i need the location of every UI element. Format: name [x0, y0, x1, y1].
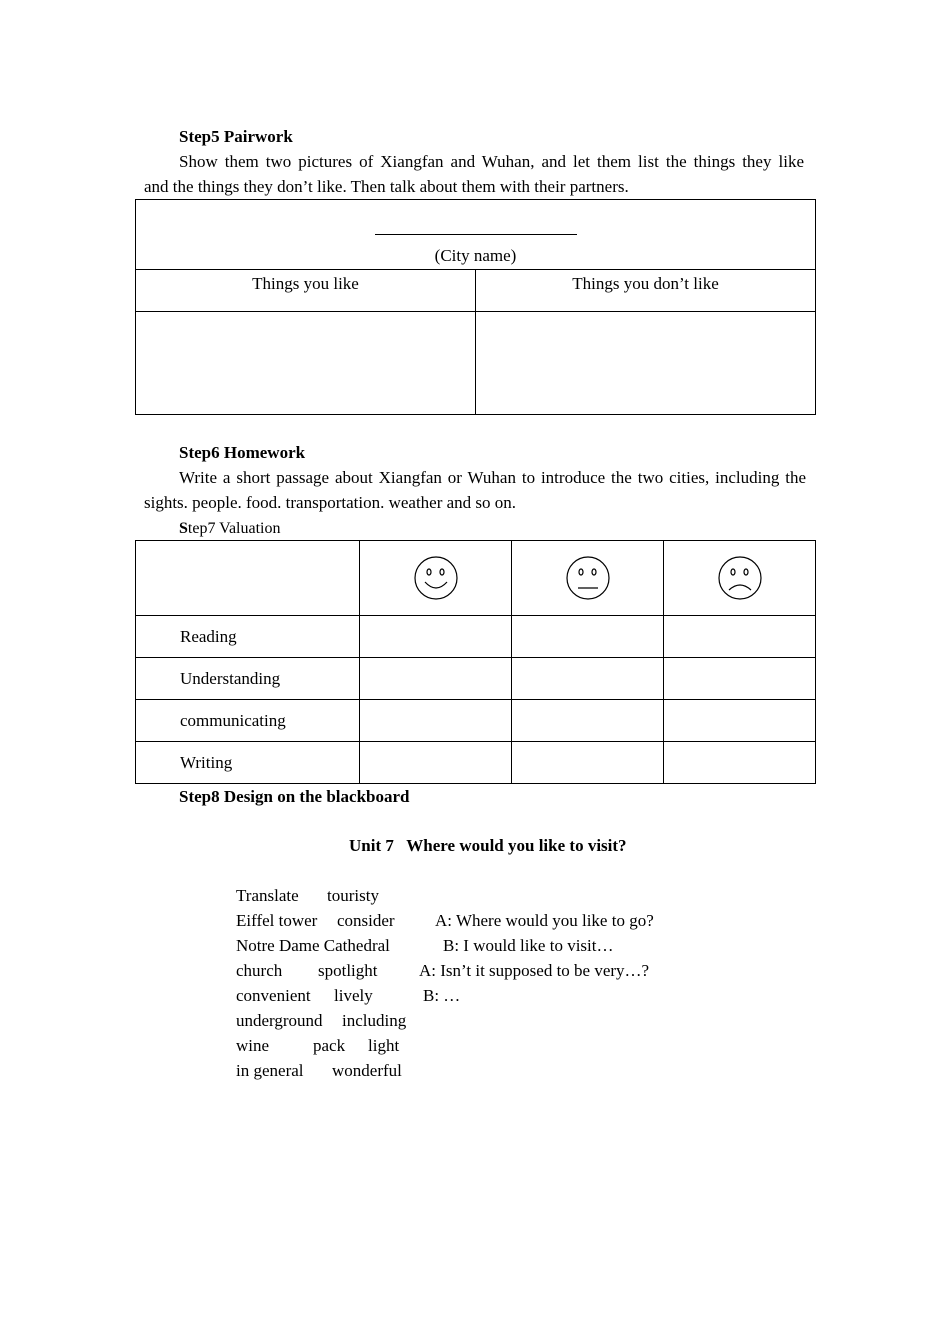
valuation-cell: [360, 742, 512, 784]
step7-heading-initial: S: [179, 520, 188, 537]
vocab-word: touristy: [327, 886, 379, 905]
valuation-cell: [512, 658, 664, 700]
vocab-word: in general: [236, 1061, 304, 1080]
dialogue-line: A: Isn’t it supposed to be very…?: [419, 961, 650, 980]
valuation-header-neutral: [512, 541, 664, 616]
things-you-dont-like-header: Things you don’t like: [476, 270, 816, 312]
vocab-word: Eiffel tower: [236, 911, 318, 930]
valuation-cell: [512, 742, 664, 784]
valuation-cell: [664, 742, 816, 784]
valuation-cell: [664, 700, 816, 742]
valuation-table: [135, 540, 816, 784]
smiling-face-icon: [414, 556, 458, 600]
step5-paragraph-line2: and the things they don’t like. Then talk about them with their partners.: [144, 177, 629, 196]
vocab-word: consider: [337, 911, 395, 930]
valuation-cell: [360, 700, 512, 742]
step6-paragraph-line2: sights. people. food. transportation. weather and so on.: [144, 493, 517, 512]
valuation-corner-cell: [136, 541, 360, 616]
vocab-word: lively: [334, 986, 373, 1005]
vocab-word: wonderful: [332, 1061, 402, 1080]
things-you-dont-like-cell: [476, 312, 816, 415]
things-you-like-cell: [136, 312, 476, 415]
dialogue-line: B: …: [423, 986, 461, 1005]
valuation-cell: [664, 658, 816, 700]
valuation-row-label: Writing: [136, 742, 360, 784]
vocab-word: convenient: [236, 986, 311, 1005]
step5-heading: Step5 Pairwork: [179, 127, 293, 146]
step6-heading: Step6 Homework: [179, 443, 306, 462]
neutral-face-icon: [566, 556, 610, 600]
vocab-word: underground: [236, 1011, 323, 1030]
step7-heading: [179, 516, 280, 541]
step8-heading: Step8 Design on the blackboard: [179, 787, 410, 806]
valuation-row-label: Reading: [136, 616, 360, 658]
step6-paragraph-line1: Write a short passage about Xiangfan or Wuhan to introduce the two cities, including the: [179, 468, 806, 487]
dialogue-line: A: Where would you like to go?: [435, 911, 654, 930]
city-name-label: (City name): [434, 246, 517, 265]
vocab-word: church: [236, 961, 283, 980]
valuation-row-label: Understanding: [136, 658, 360, 700]
valuation-header-smile: [360, 541, 512, 616]
vocab-word: Translate: [236, 886, 299, 905]
step5-paragraph-line1: Show them two pictures of Xiangfan and Wuhan, and let them list the things they like: [179, 152, 804, 171]
frowning-face-icon: [718, 556, 762, 600]
vocab-word: Notre Dame Cathedral: [236, 936, 390, 955]
step7-heading-rest: tep7 Valuation: [187, 520, 281, 537]
vocab-word: including: [342, 1011, 407, 1030]
things-you-like-header: Things you like: [136, 270, 476, 312]
vocab-word: spotlight: [318, 961, 378, 980]
valuation-cell: [664, 616, 816, 658]
city-things-table: [135, 199, 816, 415]
valuation-header-frown: [664, 541, 816, 616]
vocab-word: wine: [236, 1036, 270, 1055]
dialogue-line: B: I would like to visit…: [443, 936, 614, 955]
valuation-cell: [360, 658, 512, 700]
valuation-cell: [512, 700, 664, 742]
city-name-blank-line: [375, 234, 577, 235]
vocab-word: pack: [313, 1036, 346, 1055]
valuation-cell: [512, 616, 664, 658]
unit-title: Unit 7 Where would you like to visit?: [349, 836, 627, 855]
city-name-cell: [136, 200, 816, 270]
valuation-cell: [360, 616, 512, 658]
vocab-word: light: [368, 1036, 400, 1055]
valuation-row-label: communicating: [136, 700, 360, 742]
